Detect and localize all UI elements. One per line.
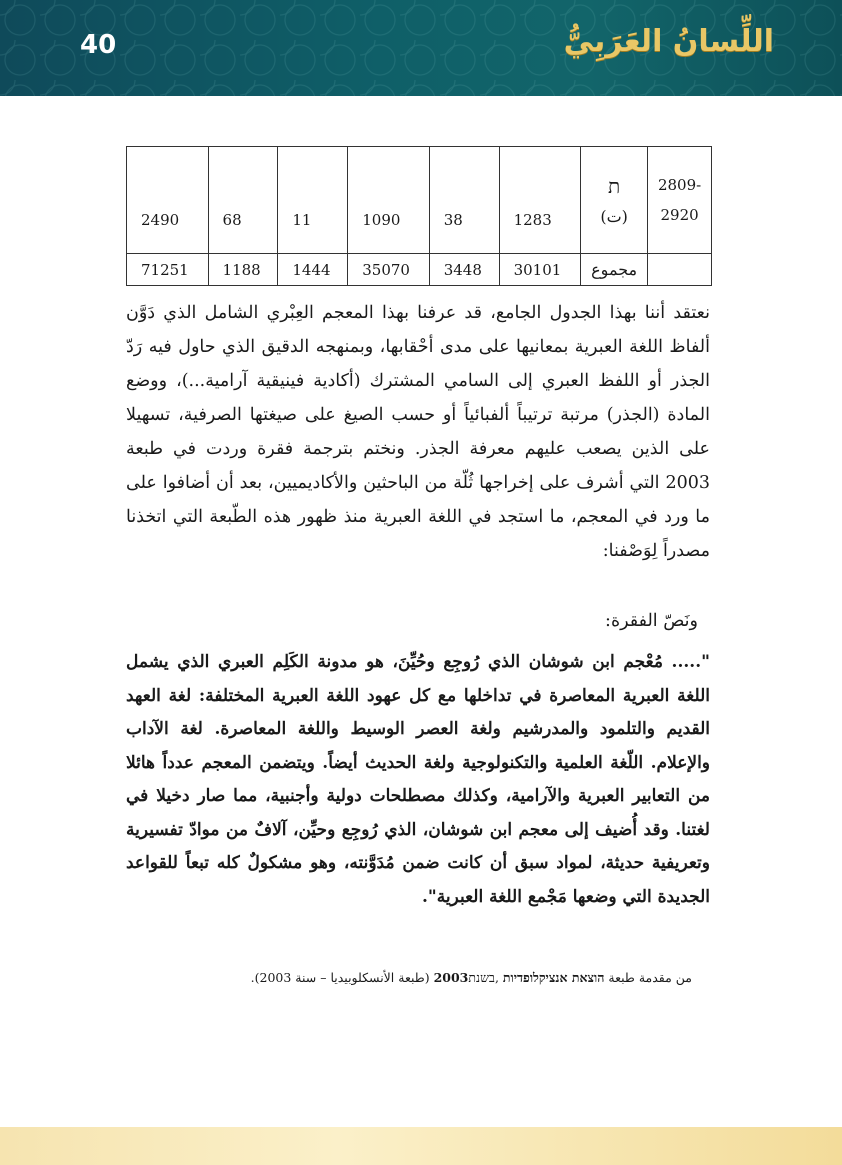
hebrew-letter: ת [608,174,621,199]
publication-logo: اللِّسانُ العَرَبِيُّ [563,24,774,59]
table-row [127,254,712,286]
range-start: -2809 [657,176,702,194]
table-cell-total-label: مجموع [581,254,648,286]
page-footer-band [0,1127,842,1165]
table-cell: 30101 [499,254,580,286]
page-header [0,0,842,96]
range-end: 2920 [660,206,699,224]
source-year: 2003 [433,970,469,985]
source-hebrew-year-label: ,בשנת [468,970,499,985]
table-cell: 11 [278,147,348,254]
page-number: 40 [80,30,117,60]
table-cell: 3448 [429,254,499,286]
table-cell: 1444 [278,254,348,286]
statistics-table [126,146,712,286]
table-cell-label [581,147,648,254]
table-cell: 1283 [499,147,580,254]
table-cell: 38 [429,147,499,254]
table-cell: 68 [208,147,278,254]
source-suffix: (طبعة الأنسكلوبيديا – سنة 2003). [250,970,430,985]
body-paragraph: نعتقد أننا بهذا الجدول الجامع، قد عرفنا بهذا المعجم العِبْري الشامل الذي دَوَّن ألفاظ اللغة العبرية بمعانيها على مدى أحْقابها، وبمنهجه الدقيق الذي حاول فيه رَدّ الجذر أو اللفظ العبري إلى السامي المشترك (أكادية فينيقية آرامية...)، ووضع المادة (الجذر) مرتبة ترتيباً ألفبائياً أو حسب الصيغ على صيغتها الصرفية، تسهيلا على الذين يصعب عليهم معرفة الجذر. ونختم بترجمة فقرة وردت في طبعة 2003 التي أشرف على إخراجها ثُلّة من الباحثين والأكاديميين، بعد أن أضافوا على ما ورد في المعجم، ما استجد في اللغة العبرية منذ ظهور هذه الطّبعة التي اتخذنا مصدراً لِوَصْفنا: [126,303,710,561]
table-cell: 2490 [127,147,209,254]
source-note [126,970,710,986]
table-cell-empty [648,254,712,286]
table-cell-range [648,147,712,254]
table-cell: 71251 [127,254,209,286]
table-row [127,147,712,254]
quoted-passage: "..... مُعْجم ابن شوشان الذي رُوجِع وحُيِّنَ، هو مدونة الكَلِم العبري الذي يشمل اللغة العبرية المعاصرة في تداخلها مع كل عهود اللغة العبرية المختلفة: لغة العهد القديم والتلمود والمدرشيم ولغة العصر الوسيط واللغة المعاصرة. لغة الآداب والإعلام. اللّغة العلمية والتكنولوجية ولغة الحديث أيضاً. ويتضمن المعجم عدداً هائلا من التعابير العبرية والآرامية، وكذلك مصطلحات دولية وأجنبية، مما صار دخيلا في لغتنا. وقد أُضيف إلى معجم ابن شوشان، الذي رُوجِع وحيِّن، آلافٌ من موادّ تفسيرية وتعريفية حديثة، لمواد سبق أن كانت ضمن مُدَوَّنته، وهو مشكولٌ كله تبعاً للقواعد الجديدة التي وضعها مَجْمع اللغة العبرية". [126,652,710,907]
source-hebrew-publisher: הוצאת אנציקלופדיות [502,970,605,985]
source-prefix: من مقدمة طبعة [608,970,692,985]
arabic-letter: (ت) [600,207,628,227]
quote-intro: ونَصّ الفقرة: [605,611,698,631]
table-cell: 1090 [348,147,429,254]
table-cell: 35070 [348,254,429,286]
table-cell: 1188 [208,254,278,286]
